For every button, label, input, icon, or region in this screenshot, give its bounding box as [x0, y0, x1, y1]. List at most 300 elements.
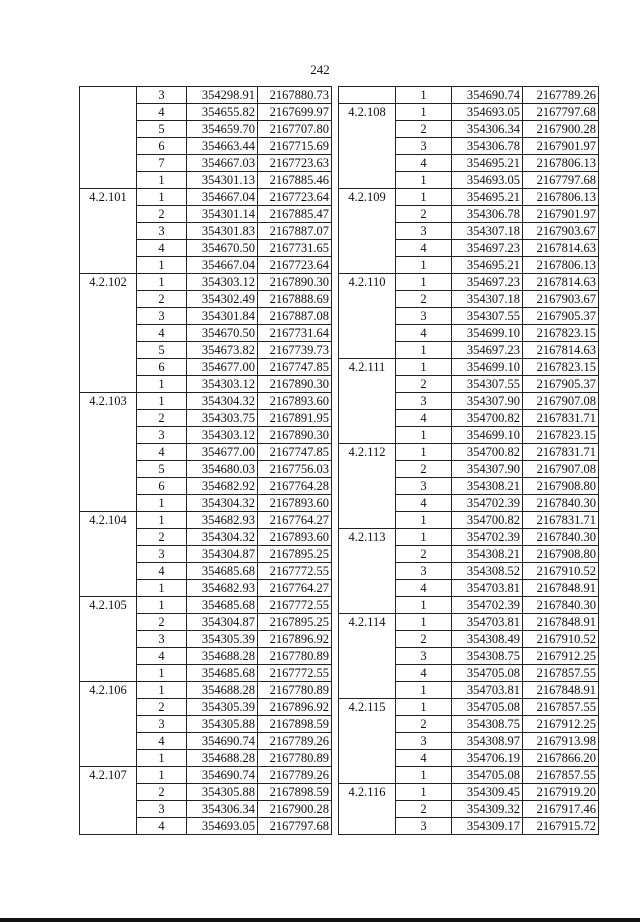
table-row [339, 580, 599, 597]
x-coordinate-cell: 354688.28 [187, 682, 258, 699]
y-coordinate-cell: 2167857.55 [523, 665, 599, 682]
y-coordinate-cell: 2167908.80 [523, 546, 599, 563]
y-coordinate-cell: 2167913.98 [523, 733, 599, 750]
section-id-cell [80, 529, 137, 546]
section-id-cell [80, 580, 137, 597]
table-row [80, 274, 332, 291]
section-id-cell [80, 138, 137, 155]
point-number-cell: 1 [396, 342, 452, 359]
y-coordinate-cell: 2167764.27 [258, 580, 332, 597]
point-number-cell: 3 [137, 427, 187, 444]
section-id-cell [80, 614, 137, 631]
y-coordinate-cell: 2167910.52 [523, 563, 599, 580]
x-coordinate-cell: 354703.81 [452, 682, 523, 699]
section-id-cell [339, 546, 396, 563]
x-coordinate-cell: 354303.12 [187, 427, 258, 444]
table-row [339, 172, 599, 189]
x-coordinate-cell: 354301.14 [187, 206, 258, 223]
point-number-cell: 2 [137, 529, 187, 546]
x-coordinate-cell: 354306.78 [452, 138, 523, 155]
x-coordinate-cell: 354308.21 [452, 546, 523, 563]
x-coordinate-cell: 354700.82 [452, 410, 523, 427]
section-id-cell [339, 138, 396, 155]
table-row [80, 801, 332, 818]
table-row [339, 716, 599, 733]
y-coordinate-cell: 2167723.63 [258, 155, 332, 172]
x-coordinate-cell: 354685.68 [187, 665, 258, 682]
point-number-cell: 4 [137, 648, 187, 665]
y-coordinate-cell: 2167823.15 [523, 427, 599, 444]
x-coordinate-cell: 354307.18 [452, 291, 523, 308]
x-coordinate-cell: 354682.93 [187, 512, 258, 529]
point-number-cell: 1 [137, 767, 187, 784]
x-coordinate-cell: 354682.92 [187, 478, 258, 495]
point-number-cell: 3 [137, 546, 187, 563]
x-coordinate-cell: 354705.08 [452, 699, 523, 716]
x-coordinate-cell: 354304.87 [187, 614, 258, 631]
table-row [339, 325, 599, 342]
table-row [339, 155, 599, 172]
point-number-cell: 4 [396, 665, 452, 682]
x-coordinate-cell: 354703.81 [452, 580, 523, 597]
point-number-cell: 3 [396, 308, 452, 325]
point-number-cell: 2 [137, 784, 187, 801]
y-coordinate-cell: 2167831.71 [523, 444, 599, 461]
y-coordinate-cell: 2167896.92 [258, 699, 332, 716]
section-id-cell [339, 291, 396, 308]
point-number-cell: 3 [396, 648, 452, 665]
point-number-cell: 1 [396, 257, 452, 274]
y-coordinate-cell: 2167823.15 [523, 359, 599, 376]
table-row [339, 410, 599, 427]
section-id-cell: 4.2.113 [339, 529, 396, 546]
section-id-cell [339, 767, 396, 784]
y-coordinate-cell: 2167797.68 [523, 104, 599, 121]
point-number-cell: 1 [396, 87, 452, 104]
y-coordinate-cell: 2167893.60 [258, 495, 332, 512]
section-id-cell [80, 104, 137, 121]
point-number-cell: 1 [137, 580, 187, 597]
table-row [339, 597, 599, 614]
section-id-cell [339, 393, 396, 410]
y-coordinate-cell: 2167848.91 [523, 614, 599, 631]
section-id-cell [80, 342, 137, 359]
section-id-cell [80, 631, 137, 648]
point-number-cell: 2 [396, 546, 452, 563]
y-coordinate-cell: 2167893.60 [258, 529, 332, 546]
point-number-cell: 3 [137, 223, 187, 240]
point-number-cell: 3 [396, 223, 452, 240]
y-coordinate-cell: 2167780.89 [258, 750, 332, 767]
x-coordinate-cell: 354655.82 [187, 104, 258, 121]
section-id-cell: 4.2.105 [80, 597, 137, 614]
y-coordinate-cell: 2167905.37 [523, 376, 599, 393]
table-row [339, 138, 599, 155]
point-number-cell: 3 [137, 87, 187, 104]
table-row [80, 87, 332, 104]
y-coordinate-cell: 2167806.13 [523, 155, 599, 172]
section-id-cell [80, 155, 137, 172]
table-row [80, 784, 332, 801]
point-number-cell: 1 [396, 767, 452, 784]
table-row [339, 767, 599, 784]
point-number-cell: 2 [396, 206, 452, 223]
point-number-cell: 3 [396, 818, 452, 835]
y-coordinate-cell: 2167772.55 [258, 665, 332, 682]
section-id-cell [80, 121, 137, 138]
section-id-cell [339, 716, 396, 733]
x-coordinate-cell: 354706.19 [452, 750, 523, 767]
x-coordinate-cell: 354309.17 [452, 818, 523, 835]
section-id-cell [80, 818, 137, 835]
y-coordinate-cell: 2167896.92 [258, 631, 332, 648]
x-coordinate-cell: 354302.49 [187, 291, 258, 308]
table-row [80, 750, 332, 767]
point-number-cell: 4 [396, 155, 452, 172]
y-coordinate-cell: 2167907.08 [523, 393, 599, 410]
point-number-cell: 1 [396, 682, 452, 699]
table-row [80, 359, 332, 376]
x-coordinate-cell: 354305.39 [187, 631, 258, 648]
table-row [339, 665, 599, 682]
section-id-cell: 4.2.106 [80, 682, 137, 699]
section-id-cell [80, 784, 137, 801]
point-number-cell: 2 [137, 291, 187, 308]
table-row [339, 376, 599, 393]
table-row [80, 529, 332, 546]
x-coordinate-cell: 354667.03 [187, 155, 258, 172]
x-coordinate-cell: 354307.18 [452, 223, 523, 240]
x-coordinate-cell: 354309.32 [452, 801, 523, 818]
y-coordinate-cell: 2167912.25 [523, 716, 599, 733]
x-coordinate-cell: 354699.10 [452, 359, 523, 376]
section-id-cell: 4.2.110 [339, 274, 396, 291]
point-number-cell: 1 [396, 274, 452, 291]
table-row [80, 478, 332, 495]
section-id-cell [80, 699, 137, 716]
point-number-cell: 2 [137, 410, 187, 427]
table-row [80, 291, 332, 308]
point-number-cell: 6 [137, 478, 187, 495]
section-id-cell: 4.2.112 [339, 444, 396, 461]
section-id-cell [80, 801, 137, 818]
y-coordinate-cell: 2167823.15 [523, 325, 599, 342]
coordinates-table-left [79, 86, 332, 835]
y-coordinate-cell: 2167840.30 [523, 597, 599, 614]
section-id-cell [80, 87, 137, 104]
y-coordinate-cell: 2167747.85 [258, 359, 332, 376]
section-id-cell [339, 750, 396, 767]
table-row [339, 240, 599, 257]
point-number-cell: 1 [137, 376, 187, 393]
table-row [339, 274, 599, 291]
point-number-cell: 3 [396, 138, 452, 155]
x-coordinate-cell: 354695.21 [452, 257, 523, 274]
point-number-cell: 1 [137, 597, 187, 614]
point-number-cell: 4 [396, 580, 452, 597]
section-id-cell [339, 818, 396, 835]
section-id-cell [80, 206, 137, 223]
point-number-cell: 1 [396, 427, 452, 444]
point-number-cell: 1 [396, 172, 452, 189]
y-coordinate-cell: 2167917.46 [523, 801, 599, 818]
point-number-cell: 1 [137, 682, 187, 699]
section-id-cell [339, 206, 396, 223]
y-coordinate-cell: 2167780.89 [258, 648, 332, 665]
x-coordinate-cell: 354705.08 [452, 767, 523, 784]
x-coordinate-cell: 354667.04 [187, 189, 258, 206]
x-coordinate-cell: 354303.75 [187, 410, 258, 427]
section-id-cell [339, 461, 396, 478]
x-coordinate-cell: 354677.00 [187, 444, 258, 461]
x-coordinate-cell: 354702.39 [452, 529, 523, 546]
y-coordinate-cell: 2167887.07 [258, 223, 332, 240]
y-coordinate-cell: 2167895.25 [258, 614, 332, 631]
point-number-cell: 1 [396, 597, 452, 614]
y-coordinate-cell: 2167731.64 [258, 325, 332, 342]
y-coordinate-cell: 2167731.65 [258, 240, 332, 257]
section-id-cell: 4.2.104 [80, 512, 137, 529]
x-coordinate-cell: 354670.50 [187, 240, 258, 257]
table-row [339, 206, 599, 223]
x-coordinate-cell: 354306.34 [452, 121, 523, 138]
point-number-cell: 2 [396, 716, 452, 733]
y-coordinate-cell: 2167840.30 [523, 495, 599, 512]
x-coordinate-cell: 354304.32 [187, 495, 258, 512]
section-id-cell [80, 563, 137, 580]
point-number-cell: 2 [396, 801, 452, 818]
table-row [80, 614, 332, 631]
point-number-cell: 2 [396, 631, 452, 648]
x-coordinate-cell: 354685.68 [187, 597, 258, 614]
table-row [80, 172, 332, 189]
table-row [80, 138, 332, 155]
x-coordinate-cell: 354303.12 [187, 274, 258, 291]
y-coordinate-cell: 2167814.63 [523, 274, 599, 291]
y-coordinate-cell: 2167797.68 [258, 818, 332, 835]
section-id-cell: 4.2.114 [339, 614, 396, 631]
table-row [339, 121, 599, 138]
y-coordinate-cell: 2167806.13 [523, 189, 599, 206]
table-row [80, 444, 332, 461]
section-id-cell [80, 325, 137, 342]
point-number-cell: 1 [396, 444, 452, 461]
section-id-cell [80, 733, 137, 750]
table-row [80, 495, 332, 512]
point-number-cell: 3 [396, 563, 452, 580]
x-coordinate-cell: 354307.55 [452, 308, 523, 325]
y-coordinate-cell: 2167910.52 [523, 631, 599, 648]
x-coordinate-cell: 354702.39 [452, 597, 523, 614]
section-id-cell [80, 665, 137, 682]
section-id-cell [339, 648, 396, 665]
x-coordinate-cell: 354680.03 [187, 461, 258, 478]
table-row [80, 631, 332, 648]
section-id-cell: 4.2.109 [339, 189, 396, 206]
x-coordinate-cell: 354690.74 [187, 733, 258, 750]
point-number-cell: 2 [137, 699, 187, 716]
y-coordinate-cell: 2167900.28 [523, 121, 599, 138]
point-number-cell: 1 [396, 784, 452, 801]
point-number-cell: 7 [137, 155, 187, 172]
point-number-cell: 3 [137, 801, 187, 818]
point-number-cell: 2 [137, 614, 187, 631]
section-id-cell [339, 121, 396, 138]
section-id-cell [80, 716, 137, 733]
point-number-cell: 4 [137, 563, 187, 580]
section-id-cell: 4.2.107 [80, 767, 137, 784]
x-coordinate-cell: 354307.90 [452, 461, 523, 478]
y-coordinate-cell: 2167772.55 [258, 597, 332, 614]
table-row [80, 342, 332, 359]
point-number-cell: 4 [396, 410, 452, 427]
y-coordinate-cell: 2167907.08 [523, 461, 599, 478]
point-number-cell: 1 [137, 257, 187, 274]
section-id-cell [339, 172, 396, 189]
y-coordinate-cell: 2167789.26 [258, 733, 332, 750]
section-id-cell [339, 580, 396, 597]
section-id-cell [80, 172, 137, 189]
y-coordinate-cell: 2167747.85 [258, 444, 332, 461]
section-id-cell [339, 308, 396, 325]
table-row [80, 512, 332, 529]
section-id-cell: 4.2.103 [80, 393, 137, 410]
y-coordinate-cell: 2167903.67 [523, 291, 599, 308]
section-id-cell: 4.2.111 [339, 359, 396, 376]
y-coordinate-cell: 2167888.69 [258, 291, 332, 308]
y-coordinate-cell: 2167797.68 [523, 172, 599, 189]
y-coordinate-cell: 2167887.08 [258, 308, 332, 325]
x-coordinate-cell: 354682.93 [187, 580, 258, 597]
x-coordinate-cell: 354306.78 [452, 206, 523, 223]
x-coordinate-cell: 354688.28 [187, 750, 258, 767]
table-row [339, 546, 599, 563]
point-number-cell: 4 [137, 240, 187, 257]
section-id-cell [80, 240, 137, 257]
table-row [80, 580, 332, 597]
y-coordinate-cell: 2167891.95 [258, 410, 332, 427]
table-row [80, 325, 332, 342]
table-row [80, 716, 332, 733]
y-coordinate-cell: 2167831.71 [523, 512, 599, 529]
y-coordinate-cell: 2167857.55 [523, 767, 599, 784]
y-coordinate-cell: 2167890.30 [258, 274, 332, 291]
y-coordinate-cell: 2167895.25 [258, 546, 332, 563]
x-coordinate-cell: 354304.87 [187, 546, 258, 563]
table-row [80, 376, 332, 393]
table-row [80, 257, 332, 274]
x-coordinate-cell: 354308.97 [452, 733, 523, 750]
point-number-cell: 3 [137, 308, 187, 325]
table-row [339, 189, 599, 206]
point-number-cell: 1 [137, 665, 187, 682]
x-coordinate-cell: 354304.32 [187, 393, 258, 410]
y-coordinate-cell: 2167898.59 [258, 784, 332, 801]
point-number-cell: 1 [396, 512, 452, 529]
y-coordinate-cell: 2167848.91 [523, 580, 599, 597]
section-id-cell [80, 427, 137, 444]
y-coordinate-cell: 2167772.55 [258, 563, 332, 580]
table-row [80, 546, 332, 563]
table-row [80, 155, 332, 172]
section-id-cell: 4.2.108 [339, 104, 396, 121]
y-coordinate-cell: 2167866.20 [523, 750, 599, 767]
x-coordinate-cell: 354298.91 [187, 87, 258, 104]
section-id-cell [339, 801, 396, 818]
section-id-cell [339, 325, 396, 342]
y-coordinate-cell: 2167814.63 [523, 342, 599, 359]
point-number-cell: 3 [396, 478, 452, 495]
table-row [339, 699, 599, 716]
table-row [339, 614, 599, 631]
table-row [339, 359, 599, 376]
x-coordinate-cell: 354307.90 [452, 393, 523, 410]
y-coordinate-cell: 2167885.46 [258, 172, 332, 189]
table-row [339, 461, 599, 478]
x-coordinate-cell: 354301.83 [187, 223, 258, 240]
point-number-cell: 1 [137, 393, 187, 410]
table-row [80, 121, 332, 138]
section-id-cell [80, 308, 137, 325]
point-number-cell: 4 [137, 733, 187, 750]
section-id-cell [80, 478, 137, 495]
table-row [339, 308, 599, 325]
y-coordinate-cell: 2167903.67 [523, 223, 599, 240]
section-id-cell [80, 359, 137, 376]
x-coordinate-cell: 354688.28 [187, 648, 258, 665]
point-number-cell: 1 [137, 495, 187, 512]
section-id-cell [80, 495, 137, 512]
table-row [339, 444, 599, 461]
x-coordinate-cell: 354309.45 [452, 784, 523, 801]
section-id-cell [80, 223, 137, 240]
page-number: 242 [310, 62, 330, 77]
x-coordinate-cell: 354308.49 [452, 631, 523, 648]
table-row [339, 563, 599, 580]
table-row [339, 750, 599, 767]
table-row [80, 410, 332, 427]
table-row [339, 512, 599, 529]
section-id-cell [80, 444, 137, 461]
point-number-cell: 1 [396, 614, 452, 631]
x-coordinate-cell: 354659.70 [187, 121, 258, 138]
section-id-cell: 4.2.116 [339, 784, 396, 801]
table-row [339, 291, 599, 308]
y-coordinate-cell: 2167739.73 [258, 342, 332, 359]
section-id-cell [80, 257, 137, 274]
point-number-cell: 5 [137, 461, 187, 478]
y-coordinate-cell: 2167898.59 [258, 716, 332, 733]
point-number-cell: 1 [137, 189, 187, 206]
y-coordinate-cell: 2167885.47 [258, 206, 332, 223]
section-id-cell [339, 512, 396, 529]
point-number-cell: 6 [137, 359, 187, 376]
table-row [80, 648, 332, 665]
x-coordinate-cell: 354305.88 [187, 716, 258, 733]
y-coordinate-cell: 2167723.64 [258, 189, 332, 206]
y-coordinate-cell: 2167715.69 [258, 138, 332, 155]
section-id-cell [339, 495, 396, 512]
section-id-cell [80, 410, 137, 427]
table-row [80, 223, 332, 240]
table-row [339, 478, 599, 495]
point-number-cell: 1 [396, 359, 452, 376]
table-row [339, 648, 599, 665]
x-coordinate-cell: 354690.74 [452, 87, 523, 104]
point-number-cell: 1 [396, 699, 452, 716]
y-coordinate-cell: 2167900.28 [258, 801, 332, 818]
table-row [80, 818, 332, 835]
